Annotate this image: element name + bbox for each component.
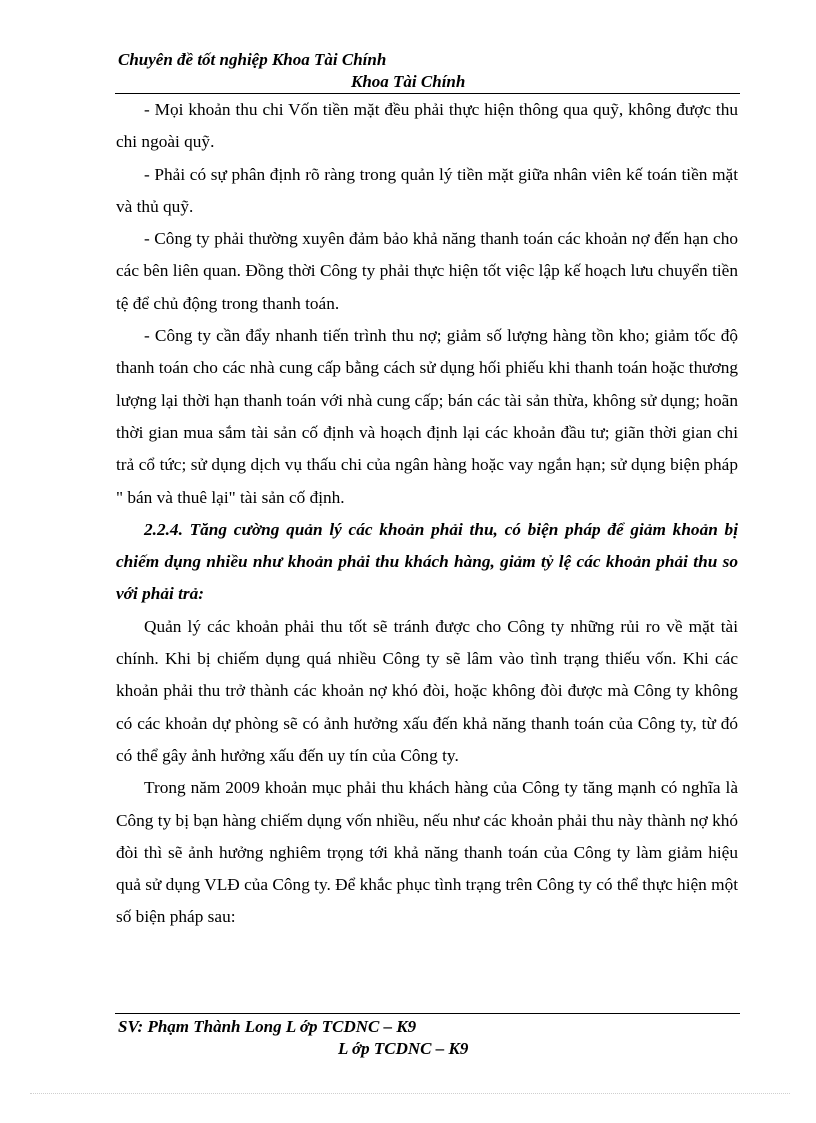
footer-rule [115,1013,740,1014]
paragraph: - Phải có sự phân định rõ ràng trong quản lý tiền mặt giữa nhân viên kế toán tiền mặt và thủ quỹ. [116,164,738,216]
paragraph: - Mọi khoản thu chi Vốn tiền mặt đều phải thực hiện thông qua quỹ, không được thu chi ngoài quỹ. [116,100,738,152]
paragraph: Quản lý các khoản phải thu tốt sẽ tránh được cho Công ty những rủi ro về mặt tài chính. Khi bị chiếm dụng quá nhiều Công ty sẽ lâm vào tình trạng thiếu vốn. Khi các khoản phải thu trở thành các khoản nợ khó đòi, hoặc không đòi được mà Công ty không có các khoản dự phòng sẽ có ảnh hưởng xấu đến khả năng thanh toán của Công ty, từ đó có thể gây ảnh hưởng xấu đến uy tín của Công ty. [116,616,738,765]
paragraph: - Công ty phải thường xuyên đảm bảo khả năng thanh toán các khoản nợ đến hạn cho các bên liên quan. Đồng thời Công ty phải thực hiện tốt việc lập kế hoạch lưu chuyển tiền tệ để chủ động trong thanh toán. [116,229,738,313]
paragraph: Trong năm 2009 khoản mục phải thu khách hàng của Công ty tăng mạnh có nghĩa là Công ty bị bạn hàng chiếm dụng vốn nhiều, nếu như các khoản phải thu này thành nợ khó đòi thì sẽ ảnh hưởng nghiêm trọng tới khả năng thanh toán của Công ty làm giảm hiệu quả sử dụng VLĐ của Công ty. Để khắc phục tình trạng trên Công ty có thể thực hiện một số biện pháp sau: [116,778,739,927]
header-title: Chuyên đề tốt nghiệp Khoa Tài Chính [118,50,387,69]
footer-author: SV: Phạm Thành Long L ớp TCDNC – K9 [118,1017,417,1036]
paragraph: - Công ty cần đẩy nhanh tiến trình thu nợ; giảm số lượng hàng tồn kho; giảm tốc độ thanh toán cho các nhà cung cấp bằng cách sử dụng hối phiếu khi thanh toán hoặc thương lượng lại thời hạn thanh toán với nhà cung cấp; bán các tài sản thừa, không sử dụng; hoãn thời gian mua sắm tài sản cố định và hoạch định lại các khoản đầu tư; giãn thời gian chi trả cổ tức; sử dụng dịch vụ thấu chi của ngân hàng hoặc vay ngắn hạn; sử dụng biện pháp " bán và thuê lại" tài sản cố định. [116,326,738,507]
document-body [116,94,738,934]
section-heading: 2.2.4. Tăng cường quản lý các khoản phải thu, có biện pháp để giảm khoản bị chiếm dụng nhiều như khoản phải thu khách hàng, giảm tỷ lệ các khoản phải thu so với phải trả: [116,519,738,604]
page-edge [30,1093,790,1094]
header-subtitle: Khoa Tài Chính [351,72,466,91]
footer-class: L ớp TCDNC – K9 [338,1039,469,1058]
